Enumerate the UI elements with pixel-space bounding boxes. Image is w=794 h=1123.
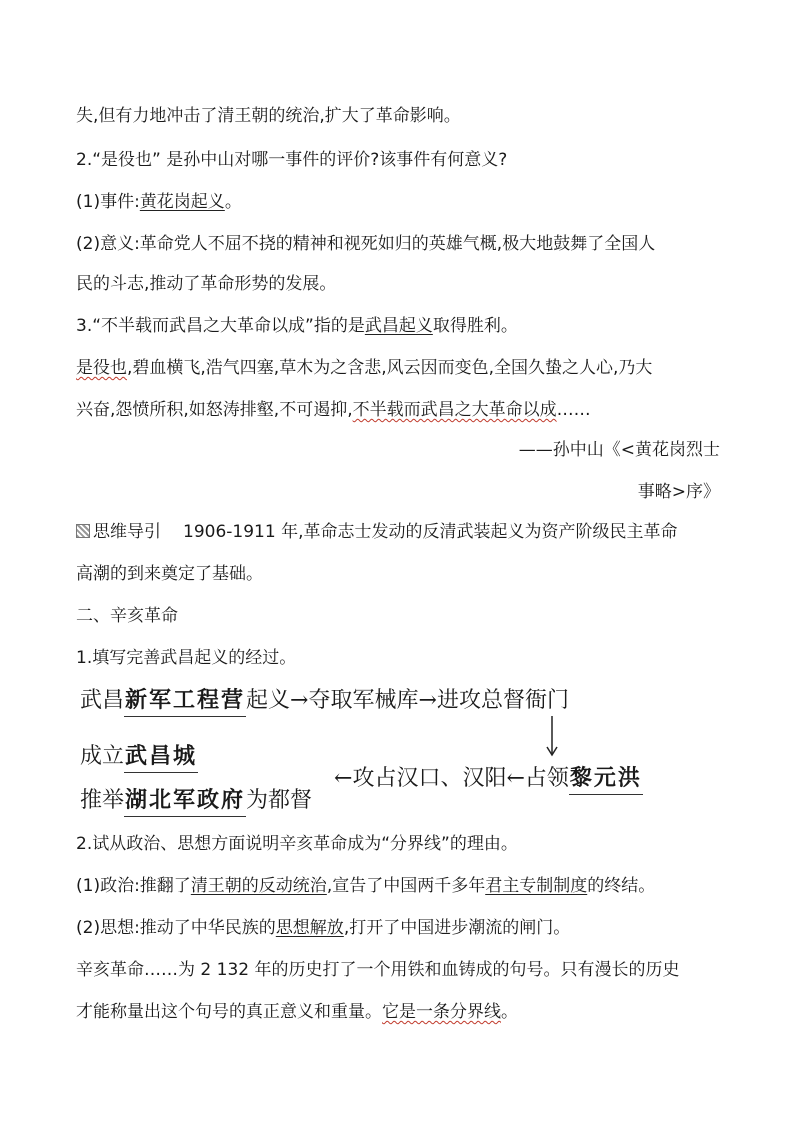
section2-question-1: 1.填写完善武昌起义的经过。 <box>76 648 297 668</box>
section2-question-2: 2.试从政治、思想方面说明辛亥革命成为“分界线”的理由。 <box>76 834 518 854</box>
event-prefix: (1)事件: <box>76 192 140 212</box>
text: ,打开了中国进步潮流的闸门。 <box>343 918 571 938</box>
flow-row-3 <box>80 786 312 817</box>
text: 的终结。 <box>587 876 656 896</box>
flow-text: 起义 <box>246 688 291 713</box>
text: 才能称量出这个句号的真正意义和重量。 <box>76 1002 382 1022</box>
q3-prefix: 3.“不半载而武昌之大革命以成”指的是 <box>76 316 365 336</box>
guide-icon <box>76 524 90 538</box>
flow-text: 攻占汉口、汉阳 <box>352 766 507 791</box>
flow-answer: 武昌城 <box>125 744 198 769</box>
quote-highlight: 它是一条分界线 <box>382 1002 501 1022</box>
event-suffix: 。 <box>224 192 242 212</box>
arrow-left-icon: ← <box>506 766 525 791</box>
flow-blank <box>124 742 198 773</box>
thought-line <box>76 916 570 940</box>
text: 。 <box>501 1002 518 1022</box>
quote2-line-2 <box>76 1000 518 1024</box>
flow-text: 为都督 <box>246 788 313 813</box>
quote-line-2 <box>76 398 591 422</box>
answer: 思想解放 <box>275 918 344 938</box>
paragraph-line: 失,但有力地冲击了清王朝的统治,扩大了革命影响。 <box>76 106 461 126</box>
quote-highlight: 不半载而武昌之大革命以成 <box>352 400 557 420</box>
q3-suffix: 取得胜利。 <box>432 316 518 336</box>
quote-text: 兴奋,怨愤所积,如怒涛排壑,不可遏抑, <box>76 400 353 420</box>
flow-text: 推举 <box>80 788 125 813</box>
question-2: 2.“是役也” 是孙中山对哪一事件的评价?该事件有何意义? <box>76 150 508 170</box>
flow-blank <box>124 686 246 717</box>
text: ,宣告了中国两千多年 <box>326 876 486 896</box>
flow-text: 成立 <box>80 744 125 769</box>
answer: 清王朝的反动统治 <box>190 876 327 896</box>
quote2-line-1: 辛亥革命……为 2 132 年的历史打了一个用铁和血铸成的句号。只有漫长的历史 <box>76 960 680 980</box>
quote-source-2: 事略>序》 <box>637 482 720 502</box>
flow-blank <box>569 764 643 795</box>
flow-answer: 湖北军政府 <box>125 788 246 813</box>
arrow-right-icon: → <box>418 688 437 713</box>
quote-ellipsis: …… <box>556 400 591 420</box>
flow-answer: 黎元洪 <box>569 766 642 791</box>
answer: 君主专制制度 <box>485 876 588 896</box>
arrow-down-icon <box>544 716 560 758</box>
thinking-guide <box>76 520 677 544</box>
flow-answer: 新军工程营 <box>125 688 246 713</box>
arrow-right-icon: → <box>290 688 309 713</box>
text: (2)思想:推动了中华民族的 <box>76 918 276 938</box>
thinking-guide-line-2: 高潮的到来奠定了基础。 <box>76 564 263 584</box>
quote-highlight: 是役也 <box>76 358 127 378</box>
quote-text: ,碧血横飞,浩气四塞,草木为之含悲,风云因而变色,全国久蛰之人心,乃大 <box>127 358 653 378</box>
flow-row-2 <box>80 742 198 773</box>
question-3 <box>76 314 518 338</box>
arrow-left-icon: ← <box>334 766 353 791</box>
flow-text: 武昌 <box>80 688 125 713</box>
quote-line-1 <box>76 356 652 380</box>
flow-text: 夺取军械库 <box>308 688 419 713</box>
event-answer-line <box>76 190 242 214</box>
significance-line-2: 民的斗志,推动了革命形势的发展。 <box>76 274 337 294</box>
guide-text: 1906-1911 年,革命志士发动的反清武装起义为资产阶级民主革命 <box>183 522 678 542</box>
flow-blank <box>124 786 246 817</box>
section-heading: 二、辛亥革命 <box>76 606 178 626</box>
flow-text: 进攻总督衙门 <box>436 688 569 713</box>
event-answer: 黄花岗起义 <box>139 192 225 212</box>
quote-source-1: ——孙中山《<黄花岗烈士 <box>518 440 720 460</box>
flow-text: 占领 <box>524 766 569 791</box>
flow-row-middle <box>334 764 643 795</box>
significance-line-1: (2)意义:革命党人不屈不挠的精神和视死如归的英雄气概,极大地鼓舞了全国人 <box>76 234 656 254</box>
flow-row-1 <box>80 686 569 717</box>
q3-answer: 武昌起义 <box>364 316 433 336</box>
text: (1)政治:推翻了 <box>76 876 191 896</box>
politics-line <box>76 874 655 898</box>
guide-label: 思维导引 <box>93 522 161 542</box>
